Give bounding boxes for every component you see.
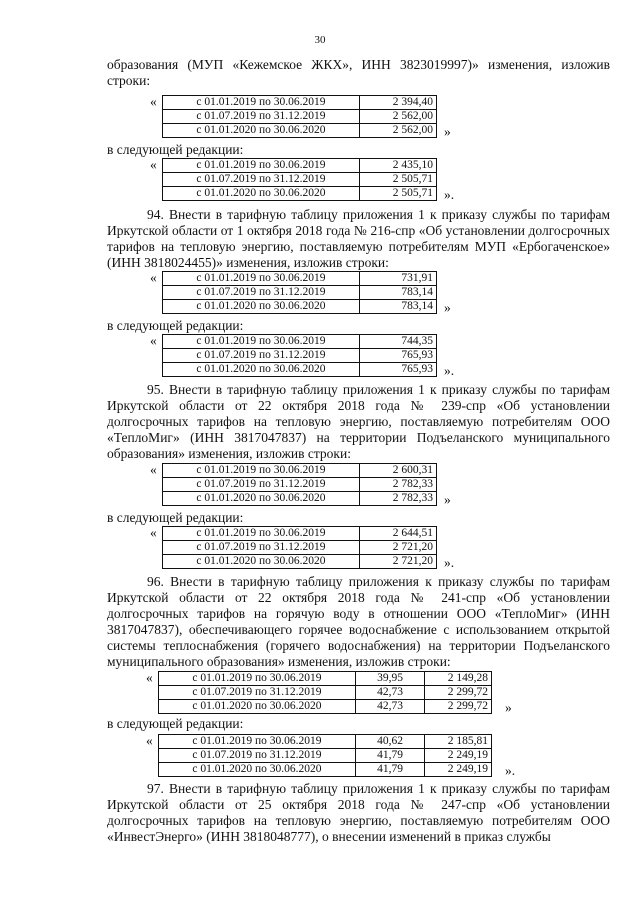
value-cell: 2 299,72 bbox=[425, 700, 492, 714]
table-row bbox=[163, 349, 437, 363]
table-row bbox=[159, 686, 492, 700]
period-cell: с 01.01.2019 по 30.06.2019 bbox=[163, 527, 360, 541]
table-row bbox=[163, 300, 437, 314]
period-cell: с 01.01.2020 по 30.06.2020 bbox=[163, 187, 360, 201]
period-cell: с 01.01.2019 по 30.06.2019 bbox=[159, 672, 356, 686]
table-row bbox=[163, 110, 437, 124]
table-row bbox=[163, 96, 437, 110]
tariff-table-94-old bbox=[162, 271, 437, 314]
value-cell: 2 435,10 bbox=[360, 159, 437, 173]
tariff-table-95-old bbox=[162, 463, 437, 506]
period-cell: с 01.07.2019 по 31.12.2019 bbox=[159, 749, 356, 763]
close-quote: ». bbox=[505, 763, 516, 778]
table-row bbox=[163, 173, 437, 187]
item-96-paragraph: 96. Внести в тарифную таблицу приложения к приказу службы по тарифам Иркутской области от 22 октября 2018 года № 241-спр «Об установлении долгосрочных тарифов на горячую воду в отношении ООО «ТеплоМиг» (ИНН 3817047837), обеспечивающего горячее водоснабжение с использованием открытой системы теплоснабжения (горячего водоснабжения) на территории Подъеланского муниципального образования» изменения, изложив строки: bbox=[107, 574, 610, 669]
period-cell: с 01.01.2019 по 30.06.2019 bbox=[163, 335, 360, 349]
value-cell: 765,93 bbox=[360, 349, 437, 363]
table-row bbox=[163, 555, 437, 569]
value-cell: 2 721,20 bbox=[360, 541, 437, 555]
open-quote: « bbox=[146, 733, 153, 748]
value-cell: 783,14 bbox=[360, 286, 437, 300]
table-row bbox=[163, 335, 437, 349]
value-cell: 2 505,71 bbox=[360, 187, 437, 201]
period-cell: с 01.01.2020 по 30.06.2020 bbox=[159, 700, 356, 714]
tariff-table-94-new bbox=[162, 334, 437, 377]
value-cell: 731,91 bbox=[360, 272, 437, 286]
period-cell: с 01.01.2019 по 30.06.2019 bbox=[159, 735, 356, 749]
close-quote: ». bbox=[444, 187, 455, 202]
table-row bbox=[163, 124, 437, 138]
open-quote: « bbox=[150, 270, 157, 285]
table-row bbox=[163, 272, 437, 286]
period-cell: с 01.01.2019 по 30.06.2019 bbox=[163, 272, 360, 286]
table-row bbox=[159, 735, 492, 749]
tariff-table-1-old bbox=[162, 95, 437, 138]
period-cell: с 01.07.2019 по 31.12.2019 bbox=[163, 541, 360, 555]
period-cell: с 01.07.2019 по 31.12.2019 bbox=[163, 478, 360, 492]
value-cell: 2 249,19 bbox=[425, 749, 492, 763]
close-quote: ». bbox=[444, 363, 455, 378]
value-cell: 39,95 bbox=[356, 672, 425, 686]
value-cell: 2 299,72 bbox=[425, 686, 492, 700]
new-edition-label: в следующей редакции: bbox=[107, 318, 244, 333]
period-cell: с 01.07.2019 по 31.12.2019 bbox=[163, 173, 360, 187]
close-quote: ». bbox=[444, 555, 455, 570]
period-cell: с 01.01.2019 по 30.06.2019 bbox=[163, 159, 360, 173]
value-cell: 2 644,51 bbox=[360, 527, 437, 541]
value-cell: 783,14 bbox=[360, 300, 437, 314]
period-cell: с 01.01.2019 по 30.06.2019 bbox=[163, 464, 360, 478]
value-cell: 42,73 bbox=[356, 700, 425, 714]
page-number: 30 bbox=[314, 34, 326, 46]
table-row bbox=[163, 159, 437, 173]
period-cell: с 01.01.2020 по 30.06.2020 bbox=[163, 363, 360, 377]
period-cell: с 01.01.2019 по 30.06.2019 bbox=[163, 96, 360, 110]
period-cell: с 01.01.2020 по 30.06.2020 bbox=[163, 492, 360, 506]
item-94-paragraph: 94. Внести в тарифную таблицу приложения 1 к приказу службы по тарифам Иркутской области от 1 октября 2018 года № 216-спр «Об установлении долгосрочных тарифов на тепловую энергию, поставляемую потребителям МУП «Ербогаченское» (ИНН 3818024455)» изменения, изложив строки: bbox=[107, 207, 610, 270]
value-cell: 765,93 bbox=[360, 363, 437, 377]
period-cell: с 01.01.2020 по 30.06.2020 bbox=[163, 300, 360, 314]
open-quote: « bbox=[150, 157, 157, 172]
close-quote: » bbox=[505, 700, 512, 715]
new-edition-label: в следующей редакции: bbox=[107, 716, 244, 731]
value-cell: 2 505,71 bbox=[360, 173, 437, 187]
tariff-table-95-new bbox=[162, 526, 437, 569]
value-cell: 2 149,28 bbox=[425, 672, 492, 686]
value-cell: 2 185,81 bbox=[425, 735, 492, 749]
value-cell: 2 249,19 bbox=[425, 763, 492, 777]
table-row bbox=[163, 363, 437, 377]
open-quote: « bbox=[150, 525, 157, 540]
table-row bbox=[159, 672, 492, 686]
item-97-paragraph: 97. Внести в тарифную таблицу приложения 1 к приказу службы по тарифам Иркутской области от 25 октября 2018 года № 247-спр «Об установлении долгосрочных тарифов на тепловую энергию, поставляемую потребителям ООО «ИнвестЭнерго» (ИНН 3818048777), о внесении изменений в приказ службы bbox=[107, 781, 610, 844]
table-row bbox=[163, 492, 437, 506]
table-row bbox=[163, 478, 437, 492]
table-row bbox=[159, 749, 492, 763]
value-cell: 41,79 bbox=[356, 763, 425, 777]
close-quote: » bbox=[444, 492, 451, 507]
value-cell: 41,79 bbox=[356, 749, 425, 763]
table-row bbox=[159, 700, 492, 714]
tariff-table-96-old bbox=[158, 671, 492, 714]
value-cell: 2 782,33 bbox=[360, 492, 437, 506]
table-row bbox=[163, 527, 437, 541]
value-cell: 2 394,40 bbox=[360, 96, 437, 110]
intro-paragraph: образования (МУП «Кежемское ЖКХ», ИНН 3823019997)» изменения, изложив строки: bbox=[107, 57, 610, 88]
tariff-table-1-new bbox=[162, 158, 437, 201]
new-edition-label: в следующей редакции: bbox=[107, 142, 244, 157]
close-quote: » bbox=[444, 300, 451, 315]
value-cell: 2 721,20 bbox=[360, 555, 437, 569]
period-cell: с 01.07.2019 по 31.12.2019 bbox=[163, 349, 360, 363]
table-row bbox=[163, 541, 437, 555]
table-row bbox=[159, 763, 492, 777]
value-cell: 744,35 bbox=[360, 335, 437, 349]
value-cell: 2 562,00 bbox=[360, 110, 437, 124]
value-cell: 40,62 bbox=[356, 735, 425, 749]
tariff-table-96-new bbox=[158, 734, 492, 777]
new-edition-label: в следующей редакции: bbox=[107, 510, 244, 525]
period-cell: с 01.01.2020 по 30.06.2020 bbox=[163, 555, 360, 569]
close-quote: » bbox=[444, 124, 451, 139]
open-quote: « bbox=[150, 333, 157, 348]
value-cell: 2 562,00 bbox=[360, 124, 437, 138]
open-quote: « bbox=[150, 462, 157, 477]
value-cell: 42,73 bbox=[356, 686, 425, 700]
period-cell: с 01.07.2019 по 31.12.2019 bbox=[163, 110, 360, 124]
period-cell: с 01.07.2019 по 31.12.2019 bbox=[159, 686, 356, 700]
item-95-paragraph: 95. Внести в тарифную таблицу приложения 1 к приказу службы по тарифам Иркутской области от 22 октября 2018 года № 239-спр «Об установлении долгосрочных тарифов на тепловую энергию, поставляемую потребителям ООО «ТеплоМиг» (ИНН 3817047837) на территории Подъеланского муниципального образования» изменения, изложив строки: bbox=[107, 382, 610, 461]
table-row bbox=[163, 187, 437, 201]
period-cell: с 01.01.2020 по 30.06.2020 bbox=[163, 124, 360, 138]
open-quote: « bbox=[150, 94, 157, 109]
period-cell: с 01.07.2019 по 31.12.2019 bbox=[163, 286, 360, 300]
period-cell: с 01.01.2020 по 30.06.2020 bbox=[159, 763, 356, 777]
table-row bbox=[163, 286, 437, 300]
value-cell: 2 600,31 bbox=[360, 464, 437, 478]
table-row bbox=[163, 464, 437, 478]
open-quote: « bbox=[146, 670, 153, 685]
value-cell: 2 782,33 bbox=[360, 478, 437, 492]
